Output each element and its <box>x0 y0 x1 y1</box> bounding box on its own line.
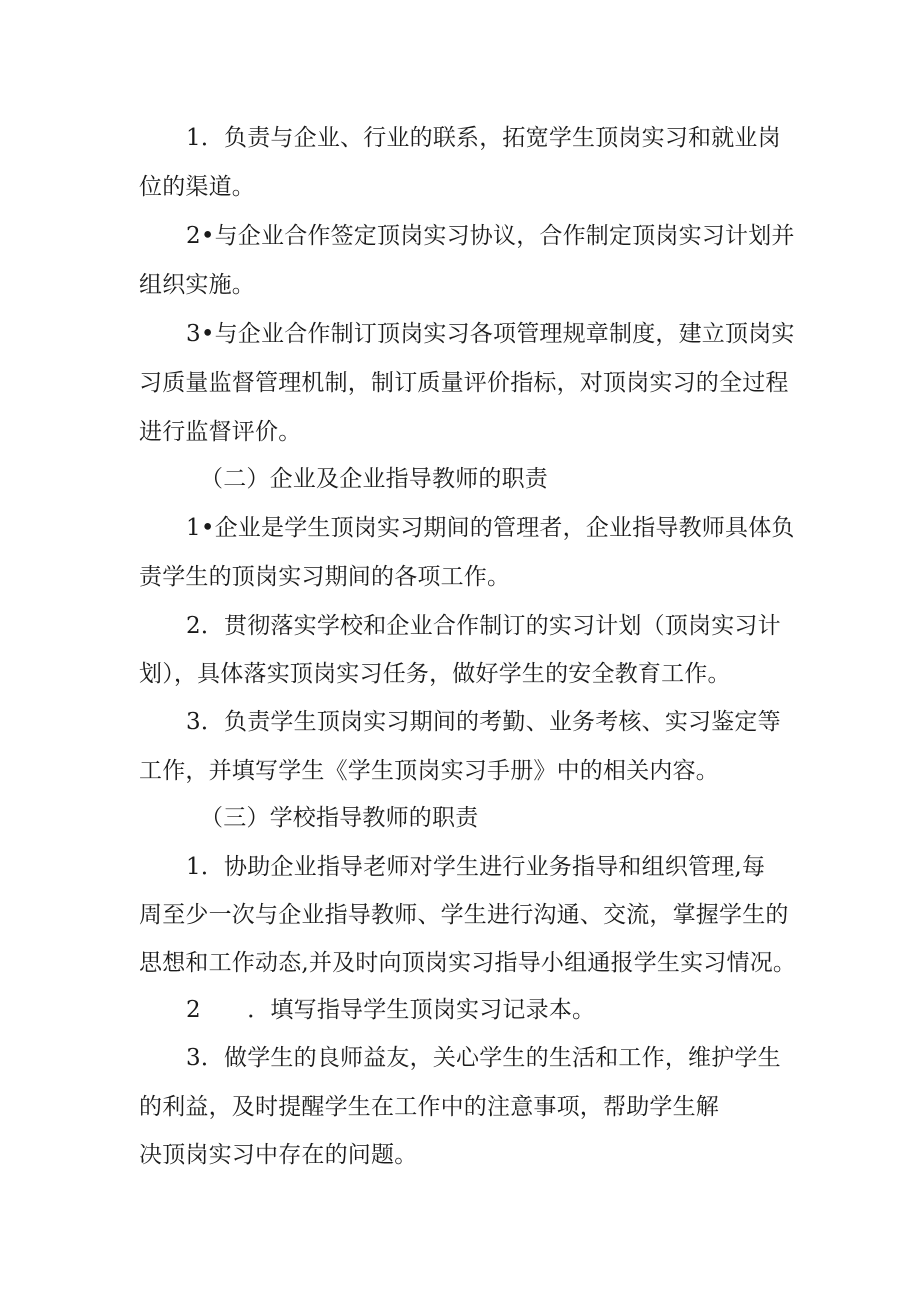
text-line: 思想和工作动态,并及时向顶岗实习指导小组通报学生实习情况。 <box>139 950 797 976</box>
text-line: 责学生的顶岗实习期间的各项工作。 <box>139 564 511 590</box>
text-line: 工作，并填写学生《学生顶岗实习手册》中的相关内容。 <box>139 758 719 784</box>
text-line: 1•企业是学生顶岗实习期间的管理者，企业指导教师具体负 <box>186 515 795 541</box>
text-line: 2•与企业合作签定顶岗实习协议，合作制定顶岗实习计划并 <box>186 223 795 249</box>
text-line: 进行监督评价。 <box>139 419 302 445</box>
text-line: 周至少一次与企业指导教师、学生进行沟通、交流，掌握学生的 <box>139 902 789 928</box>
text-line: 的利益，及时提醒学生在工作中的注意事项，帮助学生解 <box>139 1094 719 1120</box>
text-line: 划），具体落实顶岗实习任务，做好学生的安全教育工作。 <box>139 661 731 687</box>
text-line: 1．协助企业指导老师对学生进行业务指导和组织管理,每 <box>186 854 766 880</box>
section-heading: （三）学校指导教师的职责 <box>200 805 479 831</box>
section-heading: （二）企业及企业指导教师的职责 <box>200 466 548 492</box>
text-line: 3．做学生的良师益友，关心学生的生活和工作，维护学生 <box>186 1045 781 1071</box>
text-line: 2 ．填写指导学生顶岗实习记录本。 <box>186 997 596 1023</box>
text-line: 位的渠道。 <box>139 174 255 200</box>
text-line: 决顶岗实习中存在的问题。 <box>139 1142 418 1168</box>
text-line: 3．负责学生顶岗实习期间的考勤、业务考核、实习鉴定等 <box>186 709 781 735</box>
text-line: 2．贯彻落实学校和企业合作制订的实习计划（顶岗实习计 <box>186 613 781 639</box>
text-line: 3•与企业合作制订顶岗实习各项管理规章制度，建立顶岗实 <box>186 321 795 347</box>
text-line: 习质量监督管理机制，制订质量评价指标，对顶岗实习的全过程 <box>139 370 789 396</box>
text-line: 1．负责与企业、行业的联系，拓宽学生顶岗实习和就业岗 <box>186 125 781 151</box>
text-line: 组织实施。 <box>139 272 255 298</box>
